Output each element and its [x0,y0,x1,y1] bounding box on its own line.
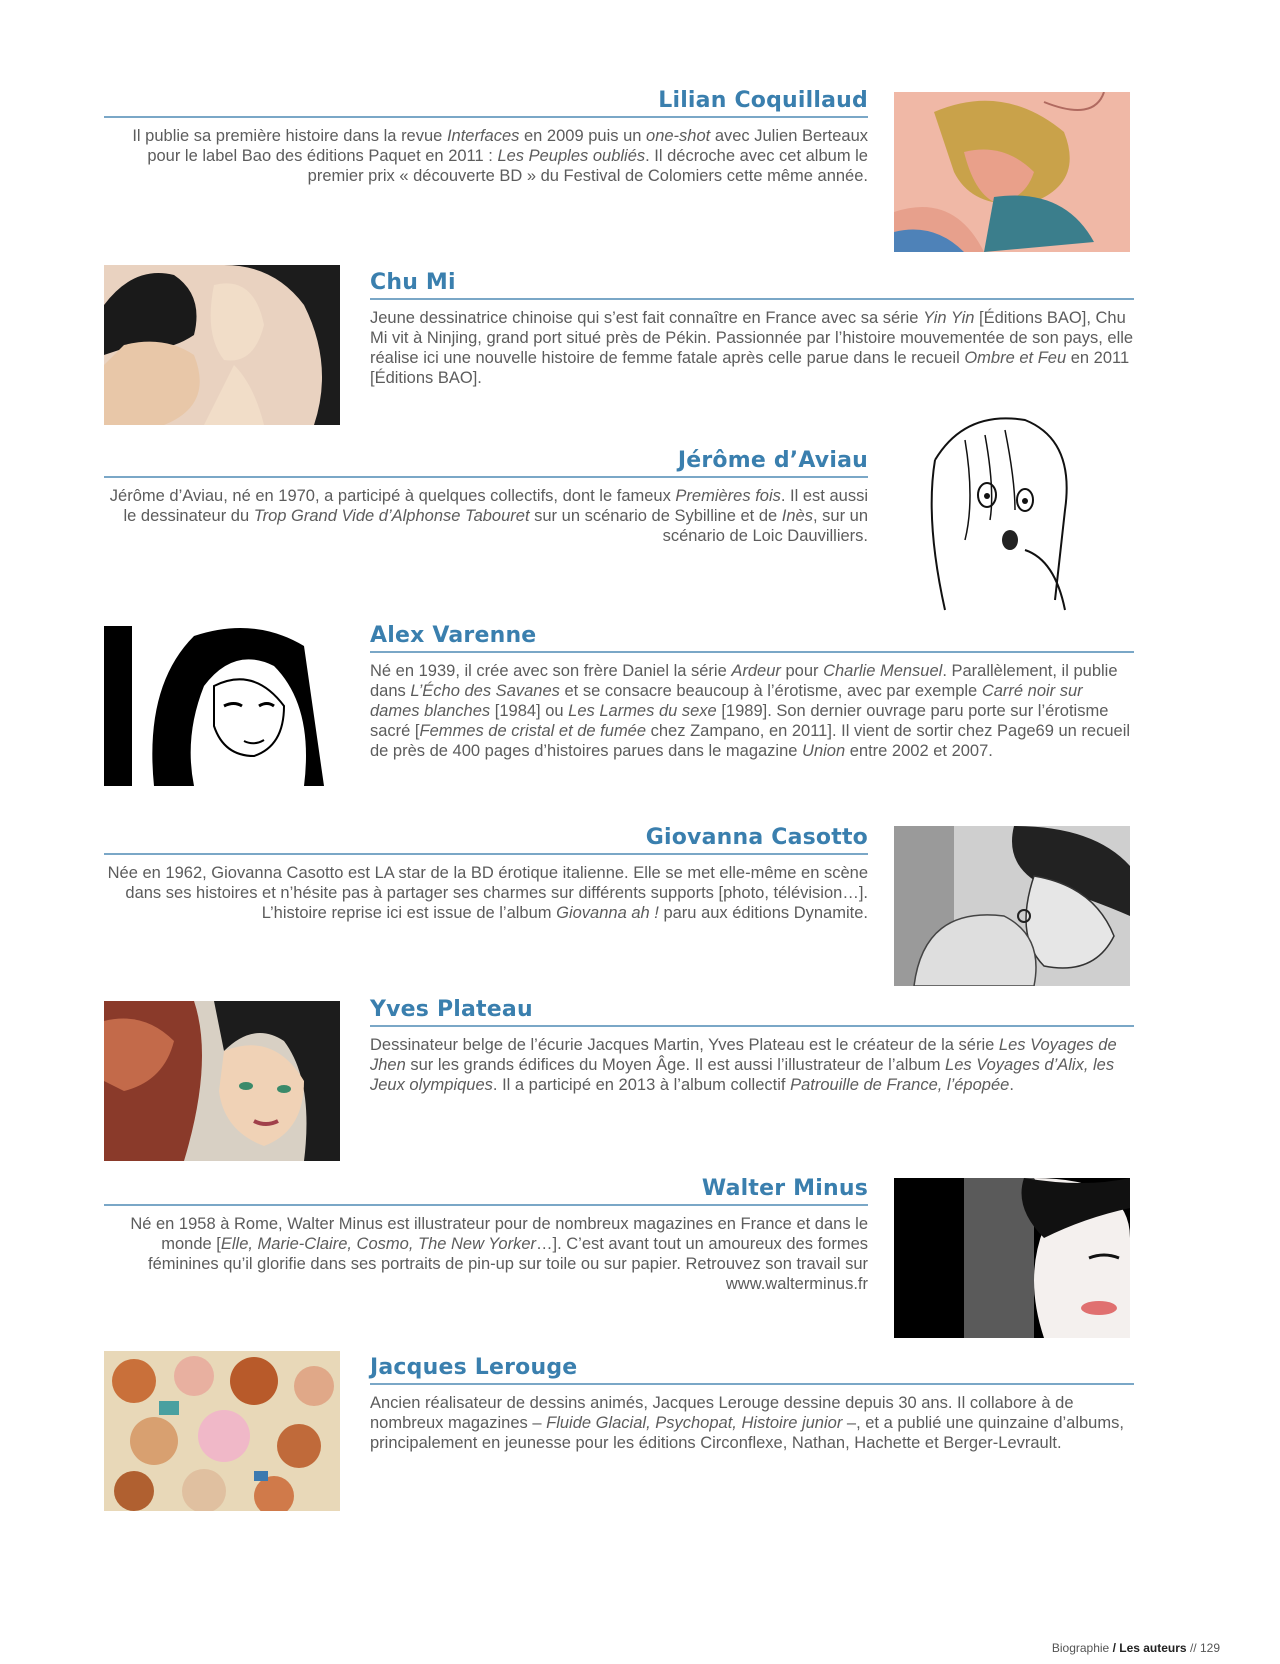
bio-text-run: …]. C’est avant tout un amoureux des formes féminines qu’il glorifie dans ses portraits de pin-up sur toile ou sur papier. Retrouvez son travail sur www.walterminus.fr [148,1235,868,1293]
bio-title-run: Carré noir sur dames blanches [370,682,1083,720]
bio-text-run: Jeune dessinatrice chinoise qui s’est fait connaître en France avec sa série [370,309,924,327]
author-illustration-chu-mi [104,265,340,425]
bio-text-run: paru aux éditions Dynamite. [658,904,868,922]
bio-title-run: Union [802,742,846,760]
bio-text-run: chez Zampano, en 2011]. Il vient de sortir chez Page69 un recueil de près de 400 pages d’histoires parues dans le magazine [370,722,1131,760]
bio-text-run: . [1009,1076,1014,1094]
bio-text-run: sur les grands édifices du Moyen Âge. Il est aussi l’illustrateur de l’album [405,1056,946,1074]
bio-text-run: Il publie sa première histoire dans la revue [132,127,447,145]
author-name: Chu Mi [370,270,1134,300]
author-bio [370,1393,1134,1453]
bio-text-run: avec Julien Berteaux pour le label Bao des éditions Paquet en 2011 : [147,127,868,165]
bio-title-run: Les Voyages de Jhen [370,1036,1117,1074]
author-entry-lerouge [370,1355,1134,1453]
bio-text-run: [Éditions BAO], Chu Mi vit à Ninjing, grand port situé près de Pékin. Passionnée par l’histoire mouvementée de son pays, elle réalise ici une nouvelle histoire de femme fatale après celle parue dans le recueil [370,309,1134,367]
bio-text-run: . Parallèlement, il publie dans [370,662,1118,700]
author-name: Jacques Lerouge [370,1355,1134,1385]
footer-separator: // [1189,1641,1197,1655]
author-entry-minus [104,1176,868,1294]
bio-text-run: en 2011 [Éditions BAO]. [370,349,1130,387]
author-illustration-casotto [894,826,1130,986]
author-illustration-plateau [104,1001,340,1161]
bio-title-run: Les Larmes du sexe [568,702,717,720]
bio-title-run: Premières fois [675,487,781,505]
author-entry-plateau [370,997,1134,1095]
author-bio [104,486,868,546]
author-name: Jérôme d’Aviau [104,448,868,478]
bio-title-run: L’Écho des Savanes [410,682,560,700]
bio-text-run: et se consacre beaucoup à l’érotisme, avec par exemple [559,682,982,700]
author-bio [104,126,868,186]
bio-title-run: Fluide Glacial, Psychopat, Histoire junior [546,1414,843,1432]
author-bio [370,308,1134,388]
footer-separator: / [1112,1641,1116,1655]
bio-text-run: Né en 1939, il crée avec son frère Daniel la série [370,662,732,680]
author-bio [370,661,1134,761]
author-name: Yves Plateau [370,997,1134,1027]
author-entry-daviau [104,448,868,546]
page-number: 129 [1199,1641,1220,1655]
bio-text-run: Ancien réalisateur de dessins animés, Jacques Lerouge dessine depuis 30 ans. Il collabore à de nombreux magazines – [370,1394,1074,1432]
author-illustration-minus [894,1178,1130,1338]
author-name: Lilian Coquillaud [104,88,868,118]
page-footer [1052,1641,1220,1655]
footer-section: Biographie [1051,1641,1110,1655]
bio-text-run: . Il a participé en 2013 à l’album collectif [492,1076,791,1094]
bio-title-run: Femmes de cristal et de fumée [419,722,647,740]
bio-text-run: Jérôme d’Aviau, né en 1970, a participé à quelques collectifs, dont le fameux [109,487,676,505]
author-bio [104,1214,868,1294]
bio-text-run: , sur un scénario de Loic Dauvilliers. [662,507,868,545]
bio-title-run: Patrouille de France, l’épopée [790,1076,1010,1094]
bio-title-run: Les Voyages d’Alix, les Jeux olympiques [370,1056,1115,1094]
author-bio [370,1035,1134,1095]
bio-text-run: pour [780,662,824,680]
bio-title-run: Elle, Marie-Claire, Cosmo, The New Yorker [220,1235,536,1253]
author-entry-chu-mi [370,270,1134,388]
bio-text-run: [1984] ou [490,702,569,720]
author-bio [104,863,868,923]
bio-text-run: sur un scénario de Sybilline et de [529,507,782,525]
author-entry-casotto [104,825,868,923]
bio-title-run: Charlie Mensuel [823,662,943,680]
footer-title: Les auteurs [1119,1641,1187,1655]
bio-title-run: one-shot [646,127,711,145]
bio-text-run: Née en 1962, Giovanna Casotto est LA star de la BD érotique italienne. Elle se met elle-même en scène dans ses histoires et n’hésite pas à partager ses charmes sur différents supports [photo, télévision…]. L’histoire reprise ici est issue de l’album [107,864,868,922]
author-name: Walter Minus [104,1176,868,1206]
bio-title-run: Ardeur [731,662,781,680]
bio-title-run: Interfaces [446,127,520,145]
author-entry-varenne [370,623,1134,761]
bio-text-run: Né en 1958 à Rome, Walter Minus est illustrateur pour de nombreux magazines en France et dans le monde [ [130,1215,868,1253]
author-illustration-lerouge [104,1351,340,1511]
bio-text-run: [1989]. Son dernier ouvrage paru porte sur l’érotisme sacré [ [370,702,1109,740]
bio-text-run: –, et a publié une quinzaine d’albums, principalement en jeunesse pour les éditions Circonflexe, Nathan, Hachette et Berger-Levrault. [370,1414,1124,1452]
bio-title-run: Inès [781,507,813,525]
bio-text-run: Dessinateur belge de l’écurie Jacques Martin, Yves Plateau est le créateur de la série [370,1036,999,1054]
author-illustration-coquillaud [894,92,1130,252]
bio-title-run: Yin Yin [923,309,975,327]
bio-text-run: . Il décroche avec cet album le premier prix « découverte BD » du Festival de Colomiers cette même année. [307,147,868,185]
bio-text-run: entre 2002 et 2007. [845,742,993,760]
author-name: Giovanna Casotto [104,825,868,855]
author-illustration-varenne [104,626,340,786]
bio-title-run: Giovanna ah ! [556,904,659,922]
bio-text-run: en 2009 puis un [519,127,647,145]
author-name: Alex Varenne [370,623,1134,653]
bio-title-run: Ombre et Feu [964,349,1067,367]
bio-title-run: Les Peuples oubliés [497,147,646,165]
bio-text-run: . Il est aussi le dessinateur du [123,487,868,525]
author-entry-coquillaud [104,88,868,186]
author-illustration-daviau [905,400,1091,620]
bio-title-run: Trop Grand Vide d’Alphonse Tabouret [253,507,530,525]
